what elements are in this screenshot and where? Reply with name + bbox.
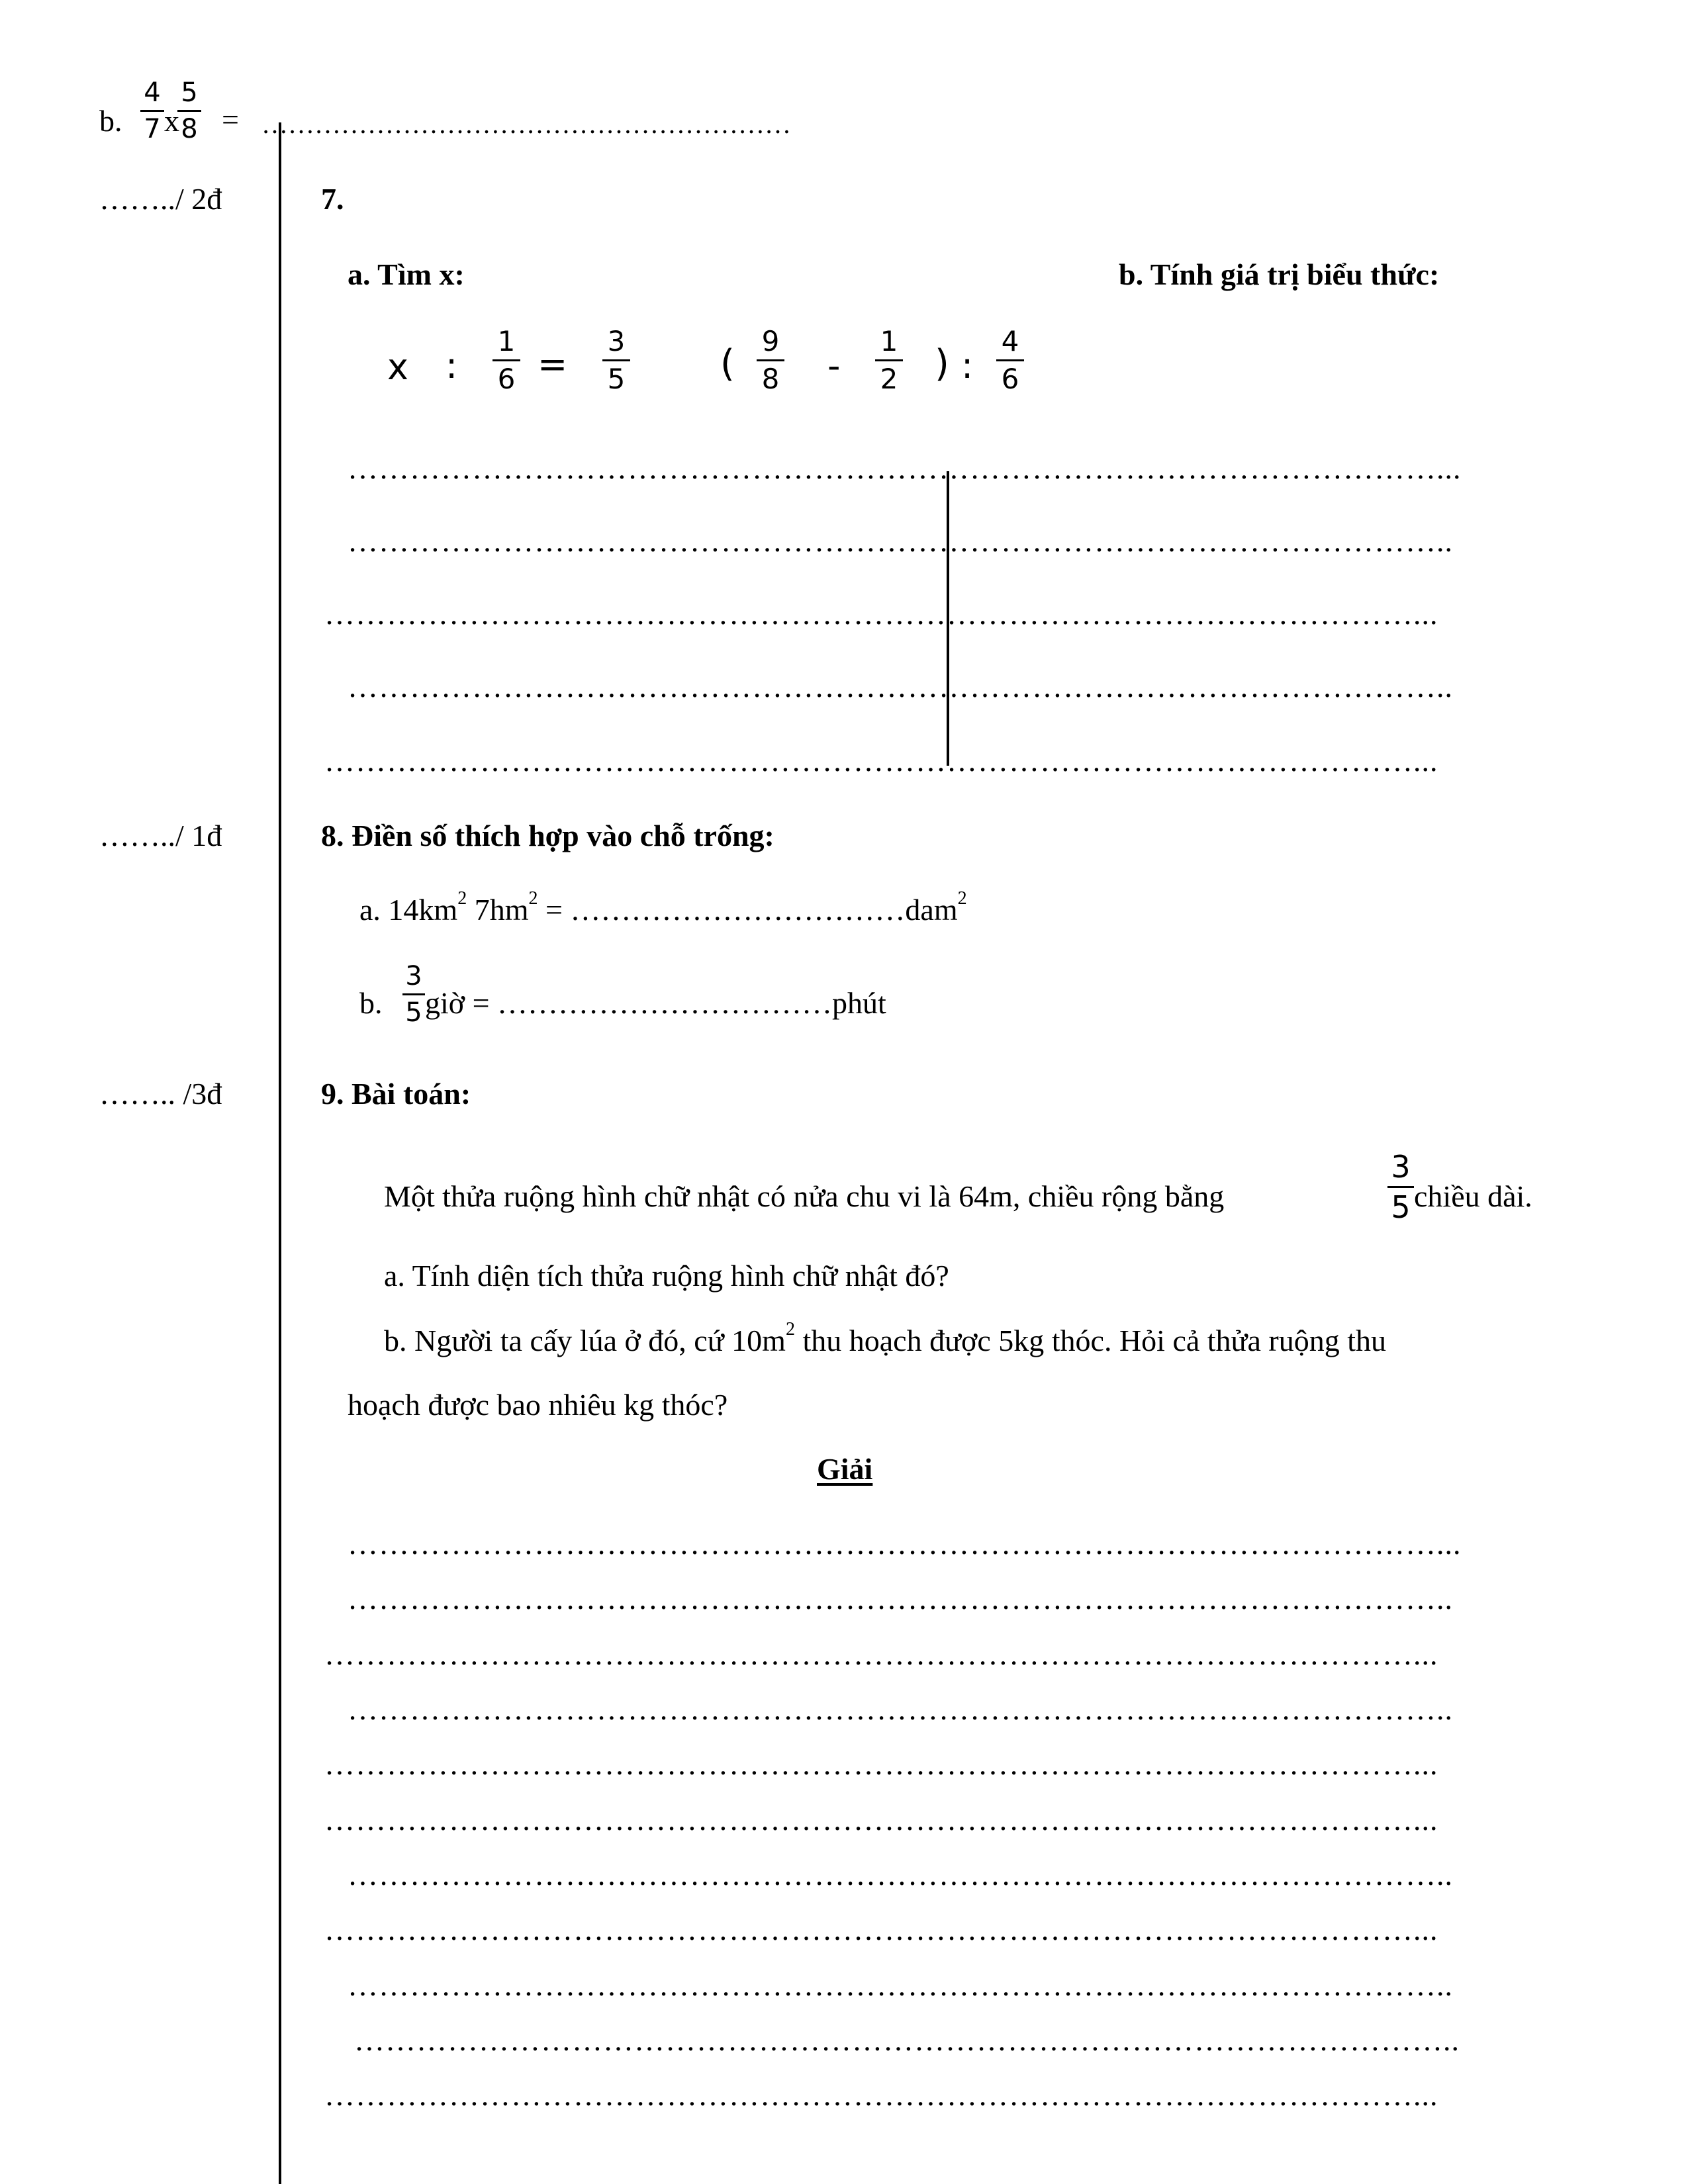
- q7b-open-paren: (: [720, 342, 735, 385]
- q9-answer-line[interactable]: ……………………………………………………………………………………………..: [348, 1860, 1453, 1890]
- fraction-bar: [1387, 1186, 1414, 1188]
- q7b-fraction-2: [875, 325, 903, 395]
- q9-frac-num: 3: [1391, 1149, 1411, 1185]
- q8a-sup-2: 2: [528, 888, 538, 909]
- q9-score: …….. /3đ: [99, 1077, 222, 1111]
- q9-answer-line[interactable]: ……………………………………………………………………………………………...: [348, 1529, 1462, 1559]
- q7b-frac2-den: 2: [880, 363, 898, 395]
- q9-part-a: a. Tính diện tích thửa ruộng hình chữ nhật đó?: [384, 1259, 949, 1293]
- q6b-frac2-num: 5: [181, 77, 198, 108]
- q8a-sup-3: 2: [957, 888, 967, 909]
- q6b-label: b.: [99, 104, 122, 138]
- q9-answer-line[interactable]: ……………………………………………………………………………………………...: [324, 1639, 1438, 1670]
- fraction-bar: [140, 110, 164, 112]
- q8-title: 8. Điền số thích hợp vào chỗ trống:: [321, 819, 774, 852]
- q6b-equals: =: [222, 103, 239, 136]
- margin-divider-line: [279, 122, 281, 2184]
- q8b-frac-den: 5: [405, 997, 422, 1028]
- q7b-fraction-3: [996, 325, 1024, 395]
- fraction-bar: [177, 110, 201, 112]
- q7-part-a-title: a. Tìm x:: [348, 257, 465, 291]
- q9-part-b-sup: 2: [785, 1319, 795, 1340]
- q8b-frac-num: 3: [405, 961, 422, 991]
- q9-answer-line[interactable]: ……………………………………………………………………………………………...: [324, 1749, 1438, 1780]
- q7a-fraction-1: [492, 325, 520, 395]
- q9-answer-line[interactable]: ……………………………………………………………………………………………..: [348, 1694, 1453, 1725]
- q9-part-b-line2: hoạch được bao nhiêu kg thóc?: [348, 1388, 728, 1422]
- q7-answer-line[interactable]: ……………………………………………………………………………………………...: [324, 599, 1438, 629]
- q7a-equals: =: [538, 343, 568, 385]
- q9-problem-text-1-end: chiều dài.: [1414, 1179, 1532, 1213]
- q9-answer-line[interactable]: ……………………………………………………………………………………………...: [324, 2080, 1438, 2111]
- q7-score: ……../ 2đ: [99, 182, 222, 216]
- q7-number: 7.: [321, 182, 344, 216]
- q9-answer-line[interactable]: ……………………………………………………………………………………………..: [348, 1584, 1453, 1614]
- q9-answer-line[interactable]: ……………………………………………………………………………………………...: [324, 1805, 1438, 1835]
- q9-part-b-line1: [384, 1319, 1386, 1357]
- q9-part-b-before: b. Người ta cấy lúa ở đó, cứ 10m: [384, 1324, 786, 1357]
- q6b-frac1-num: 4: [144, 77, 161, 108]
- q9-answer-line[interactable]: ……………………………………………………………………………………………...: [324, 1915, 1438, 1945]
- fraction-bar: [402, 993, 425, 995]
- q9-solution-title: Giải: [817, 1452, 873, 1486]
- q8b-fraction: [402, 963, 425, 1026]
- fraction-bar: [996, 359, 1024, 361]
- q8a-answer-blank[interactable]: = ……………………………dam: [538, 893, 958, 927]
- q9-fraction: [1387, 1149, 1414, 1225]
- q7-answer-line[interactable]: ……………………………………………………………………………………………...: [348, 453, 1462, 484]
- q6b-fraction-1: [140, 79, 164, 142]
- q8-score: ……../ 1đ: [99, 819, 222, 852]
- q9-title: 9. Bài toán:: [321, 1077, 471, 1111]
- fraction-bar: [757, 359, 784, 361]
- q7b-minus: -: [827, 345, 841, 387]
- q8a-prefix: a. 14km: [359, 893, 458, 927]
- q6b-frac2-den: 8: [181, 114, 198, 144]
- q7-answer-line[interactable]: ……………………………………………………………………………………………...: [324, 746, 1438, 776]
- q8a-line: [359, 888, 967, 927]
- q7b-fraction-1: [757, 325, 784, 395]
- q7a-frac2-num: 3: [607, 325, 626, 357]
- q7a-x: x: [387, 346, 408, 388]
- fraction-bar: [875, 359, 903, 361]
- fraction-bar: [602, 359, 630, 361]
- q8b-label: b.: [359, 986, 383, 1020]
- q7a-frac1-den: 6: [497, 363, 516, 395]
- q9-frac-den: 5: [1391, 1189, 1411, 1225]
- q9-problem-text-1: Một thửa ruộng hình chữ nhật có nửa chu vi là 64m, chiều rộng bằng: [384, 1179, 1225, 1213]
- q7b-colon: :: [961, 345, 974, 387]
- q7b-frac3-den: 6: [1001, 363, 1019, 395]
- q7a-frac1-num: 1: [497, 325, 516, 357]
- q9-answer-line[interactable]: ……………………………………………………………………………………………..: [354, 2025, 1460, 2056]
- q7b-frac3-num: 4: [1001, 325, 1019, 357]
- fraction-bar: [492, 359, 520, 361]
- q9-answer-line[interactable]: ……………………………………………………………………………………………..: [348, 1970, 1453, 2001]
- q8a-sup-1: 2: [457, 888, 467, 909]
- q8b-answer-blank[interactable]: giờ = ……………………………phút: [425, 986, 886, 1020]
- q7-answer-line[interactable]: ……………………………………………………………………………………………..: [348, 526, 1453, 557]
- q9-part-b-after: thu hoạch được 5kg thóc. Hỏi cả thửa ruộng thu: [794, 1324, 1386, 1357]
- q6b-times: x: [164, 104, 179, 138]
- q8a-mid: 7hm: [467, 893, 529, 927]
- q7b-frac1-num: 9: [761, 325, 780, 357]
- q7b-frac2-num: 1: [880, 325, 898, 357]
- q6b-fraction-2: [177, 79, 201, 142]
- q7a-fraction-2: [602, 325, 630, 395]
- q7b-close-paren: ): [935, 342, 949, 385]
- q6b-frac1-den: 7: [144, 114, 161, 144]
- q7-part-b-title: b. Tính giá trị biểu thức:: [1119, 257, 1440, 291]
- q7b-frac1-den: 8: [761, 363, 780, 395]
- q7-answer-line[interactable]: ……………………………………………………………………………………………..: [348, 672, 1453, 702]
- q6b-answer-blank[interactable]: ……………………………………………………: [261, 111, 791, 138]
- q7a-frac2-den: 5: [607, 363, 626, 395]
- q7a-colon: :: [445, 345, 458, 387]
